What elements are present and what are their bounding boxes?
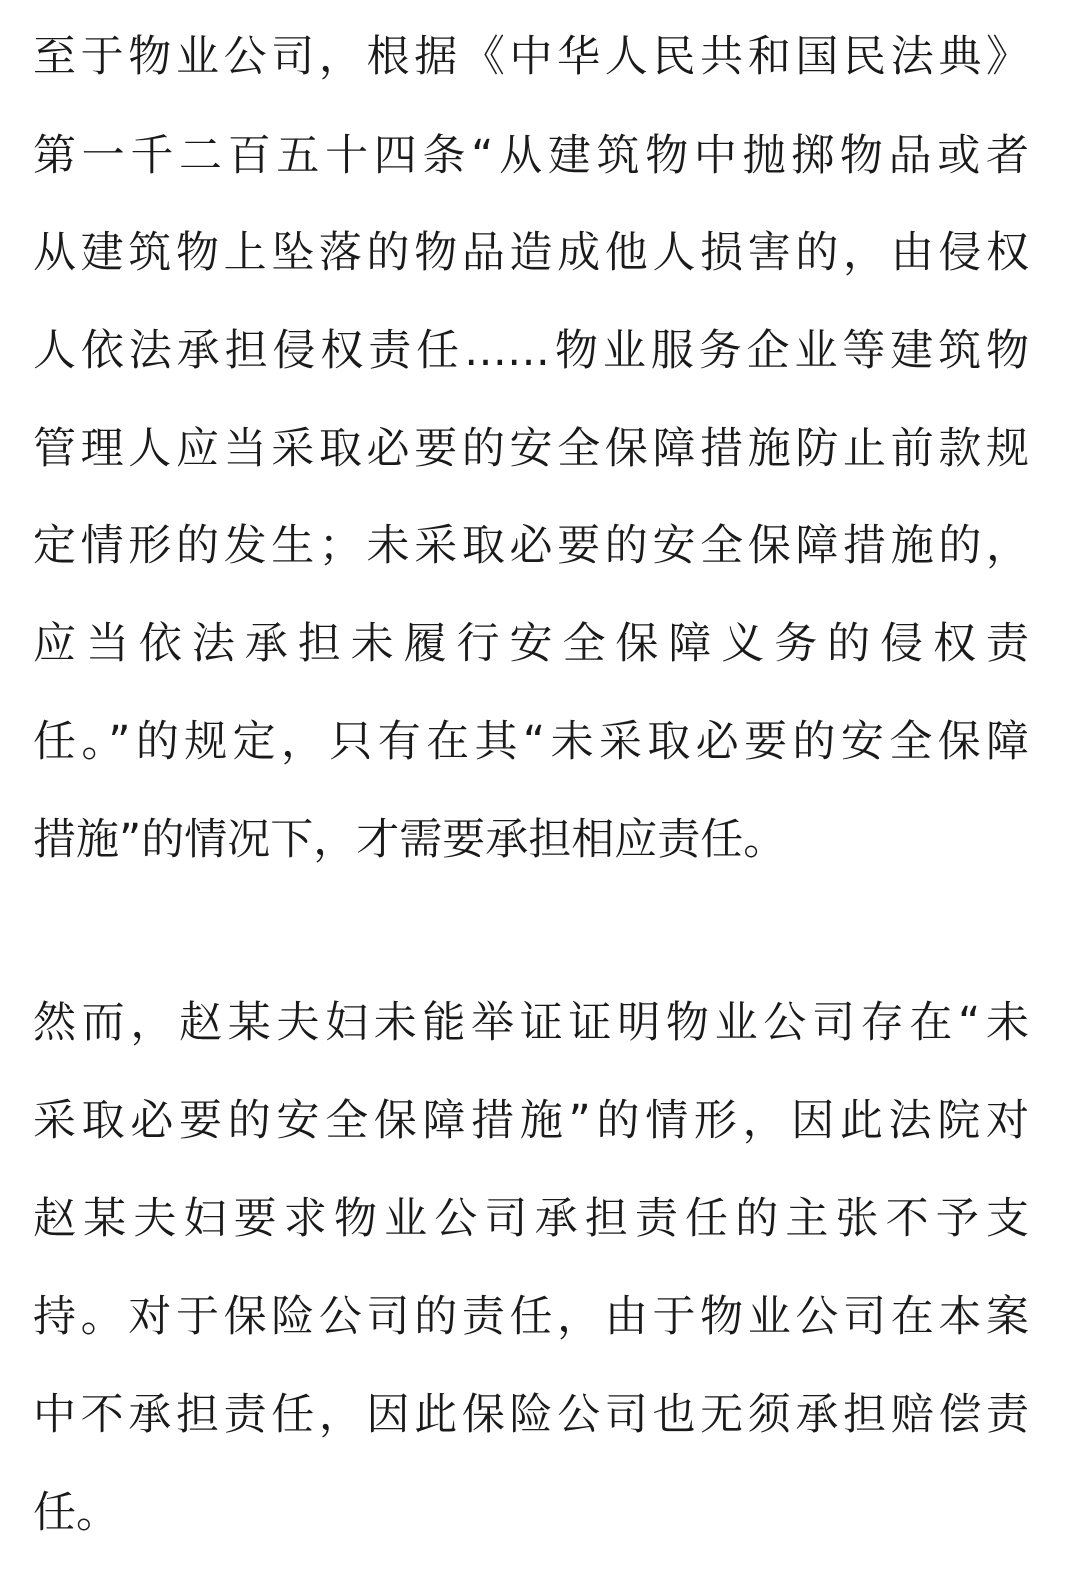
text-line: 应当依法承担未履行安全保障义务的侵权责 [33,619,1029,669]
text-line: 中不承担责任，因此保险公司也无须承担赔偿责 [33,1390,1029,1440]
text-line: 人依法承担侵权责任……物业服务企业等建筑物 [33,326,1029,376]
text-line: 然而，赵某夫妇未能举证证明物业公司存在“未 [33,998,1029,1048]
text-line: 管理人应当采取必要的安全保障措施防止前款规 [33,424,1029,474]
text-line: 赵某夫妇要求物业公司承担责任的主张不予支 [33,1194,1029,1244]
text-line: 从建筑物上坠落的物品造成他人损害的，由侵权 [33,228,1029,278]
text-line: 采取必要的安全保障措施”的情形，因此法院对 [33,1096,1029,1146]
text-line: 定情形的发生；未采取必要的安全保障措施的， [33,521,1029,571]
text-line: 任。 [33,1488,119,1538]
text-line: 持。对于保险公司的责任，由于物业公司在本案 [33,1292,1029,1342]
text-line: 第一千二百五十四条“从建筑物中抛掷物品或者 [33,131,1029,181]
text-line: 至于物业公司，根据《中华人民共和国民法典》 [33,32,1029,82]
text-line: 措施”的情况下，才需要承担相应责任。 [33,815,787,865]
text-line: 任。”的规定，只有在其“未采取必要的安全保障 [33,717,1029,767]
